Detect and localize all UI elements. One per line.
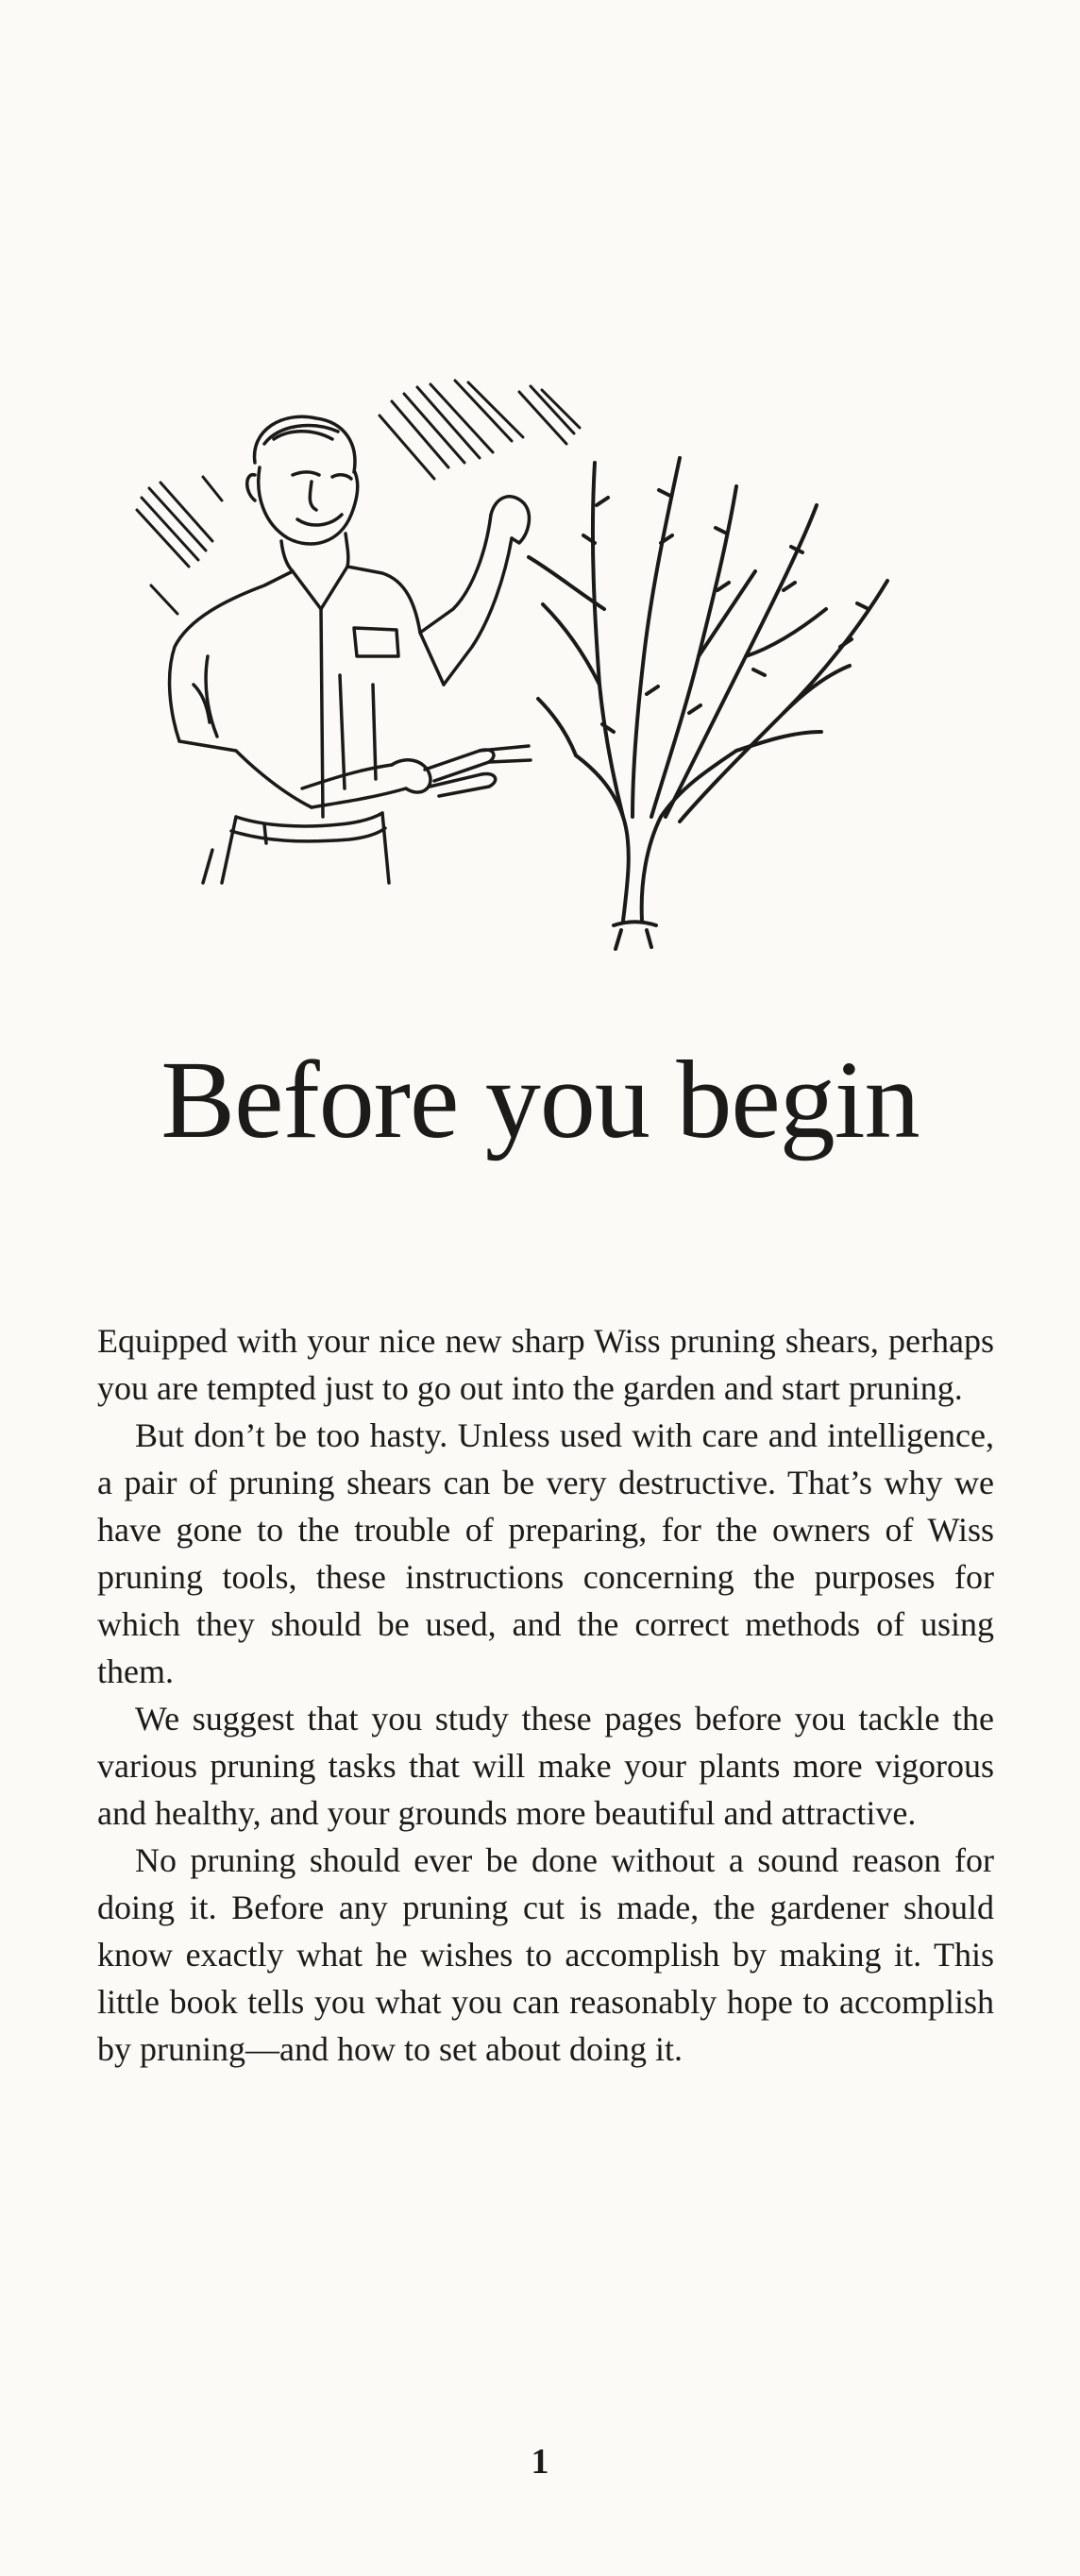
paragraph: But don’t be too hasty. Unless used with care and intelligence, a pair of pruning shears can be very destructive. That’s why we have gone to the trouble of preparing, for the owners of Wiss pruning tools, these instructions concerning the purposes for which they should be used, and the correct methods of using them.	[97, 1416, 994, 1690]
body-text	[97, 1317, 994, 2073]
paragraph: We suggest that you study these pages before you tackle the various pruning tasks that will make your plants more vigorous and healthy, and your grounds more beautiful and attractive.	[97, 1700, 994, 1832]
paragraph: No pruning should ever be done without a sound reason for doing it. Before any pruning cut is made, the gardener should know exactly what he wishes to accomplish by making it. This little book tells you what you can reasonably hope to accomplish by pruning—and how to set about doing it.	[97, 1841, 994, 2068]
page-title: Before you begin	[160, 1038, 920, 1161]
gardener-pruning-shrub-illustration	[123, 373, 972, 958]
page-number: 1	[531, 2442, 549, 2482]
paragraph: Equipped with your nice new sharp Wiss pruning shears, perhaps you are tempted just to go out into the garden and start pruning.	[97, 1322, 994, 1407]
